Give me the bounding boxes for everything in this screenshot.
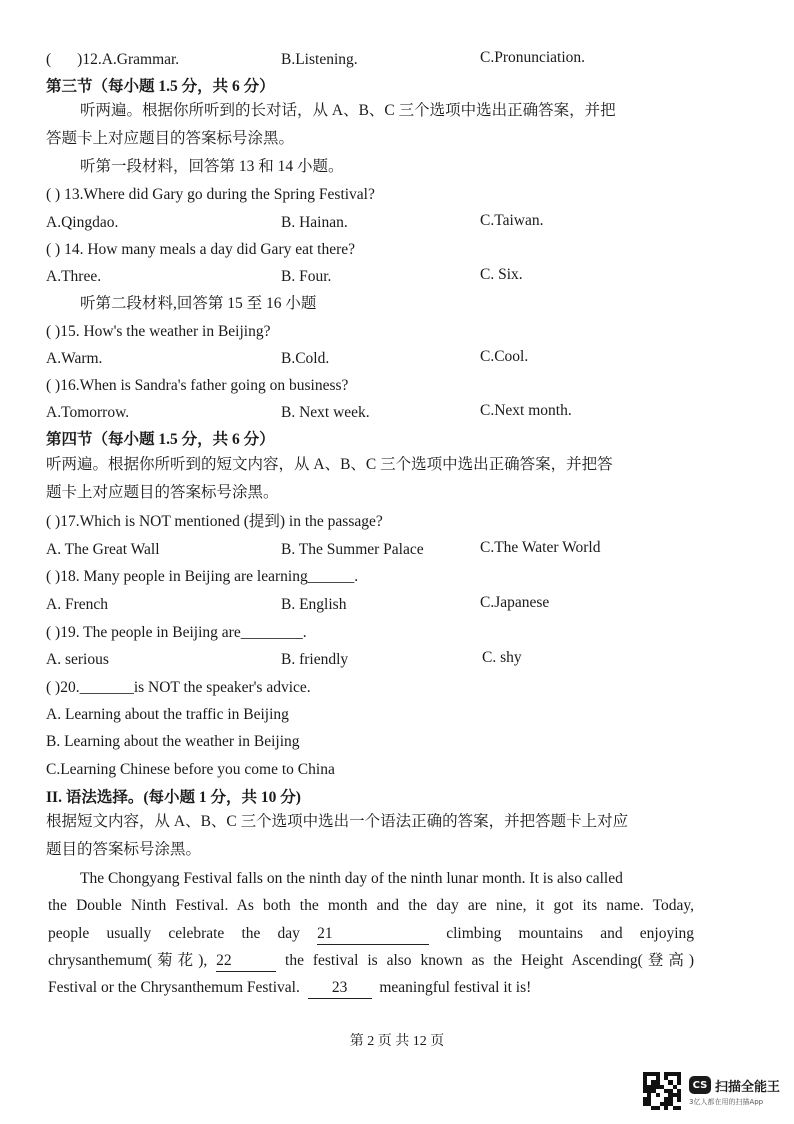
q15-option-b: B.Cold. [281, 350, 330, 367]
scanner-watermark [643, 1072, 780, 1110]
q15-option-a: A.Warm. [46, 350, 103, 367]
material-2-note: 听第二段材料,回答第 15 至 16 小题 [80, 295, 317, 312]
q18-option-c: C.Japanese [480, 594, 550, 611]
q14-option-b: B. Four. [281, 268, 332, 285]
q14-option-c: C. Six. [480, 266, 523, 283]
q18-stem: ( )18. Many people in Beijing are learning______. [46, 568, 359, 585]
q15-stem: ( )15. How's the weather in Beijing? [46, 323, 271, 340]
q19-option-a: A. serious [46, 651, 109, 668]
q15-option-c: C.Cool. [480, 348, 529, 365]
q12-stem: ( )12.A.Grammar. [46, 51, 180, 68]
section4-instruction-2: 题卡上对应题目的答案标号涂黑。 [46, 484, 279, 501]
section4-instruction-1: 听两遍。根据你所听到的短文内容，从 A、B、C 三个选项中选出正确答案，并把答 [46, 456, 613, 473]
blank-23: 23 [308, 978, 372, 999]
q16-option-b: B. Next week. [281, 404, 370, 421]
q16-stem: ( )16.When is Sandra's father going on business? [46, 377, 349, 394]
q19-option-c: C. shy [482, 649, 522, 666]
q17-option-a: A. The Great Wall [46, 541, 160, 558]
passage-line-4: chrysanthemum(菊花), 22 the festival is also known as the Height Ascending(登高) [48, 951, 694, 972]
camscanner-logo: CS [689, 1076, 711, 1094]
q16-option-c: C.Next month. [480, 402, 572, 419]
blank-22: 22 [216, 951, 276, 972]
q13-option-b: B. Hainan. [281, 214, 348, 231]
q13-option-a: A.Qingdao. [46, 214, 119, 231]
q12-option-c: C.Pronunciation. [480, 49, 586, 66]
passage-line-2: the Double Ninth Festival. As both the month and the day are nine, it got its name. Today, [48, 897, 694, 914]
q17-stem: ( )17.Which is NOT mentioned (提到) in the passage? [46, 513, 383, 530]
q18-option-b: B. English [281, 596, 347, 613]
part2-title: II. 语法选择。(每小题 1 分，共 10 分) [46, 789, 301, 806]
part2-instruction-2: 题目的答案标号涂黑。 [46, 841, 202, 858]
section3-instruction-1: 听两遍。根据你所听到的长对话，从 A、B、C 三个选项中选出正确答案，并把 [80, 102, 616, 119]
material-1-note: 听第一段材料，回答第 13 和 14 小题。 [80, 158, 344, 175]
q14-option-a: A.Three. [46, 268, 102, 285]
q20-stem: ( )20._______is NOT the speaker's advice. [46, 679, 311, 696]
passage-line-3: people usually celebrate the day 21 climbing mountains and enjoying [48, 924, 694, 945]
section3-title: 第三节（每小题 1.5 分，共 6 分） [46, 78, 275, 95]
q20-option-a: A. Learning about the traffic in Beijing [46, 706, 289, 723]
brand-name: 扫描全能王 [714, 1079, 780, 1095]
q13-stem: ( ) 13.Where did Gary go during the Spring Festival? [46, 186, 375, 203]
q19-stem: ( )19. The people in Beijing are________. [46, 624, 307, 641]
part2-instruction-1: 根据短文内容，从 A、B、C 三个选项中选出一个语法正确的答案，并把答题卡上对应 [46, 813, 629, 830]
section3-instruction-2: 答题卡上对应题目的答案标号涂黑。 [46, 130, 295, 147]
q12-option-b: B.Listening. [281, 51, 358, 68]
q16-option-a: A.Tomorrow. [46, 404, 130, 421]
passage-line-1: The Chongyang Festival falls on the ninth day of the ninth lunar month. It is also called [80, 870, 623, 887]
section4-title: 第四节（每小题 1.5 分，共 6 分） [46, 431, 275, 448]
q13-option-c: C.Taiwan. [480, 212, 544, 229]
q14-stem: ( ) 14. How many meals a day did Gary eat there? [46, 241, 356, 258]
brand-tagline: 3亿人都在用的扫描App [688, 1097, 764, 1106]
page-number: 第 2 页 共 12 页 [349, 1034, 445, 1049]
q18-option-a: A. French [46, 596, 108, 613]
q17-option-c: C.The Water World [480, 539, 601, 556]
q19-option-b: B. friendly [281, 651, 349, 668]
blank-21: 21 [317, 924, 429, 945]
passage-line-5: Festival or the Chrysanthemum Festival. 23 meaningful festival it is! [48, 978, 531, 999]
q20-option-b: B. Learning about the weather in Beijing [46, 733, 300, 750]
qr-code-icon [643, 1072, 681, 1110]
q20-option-c: C.Learning Chinese before you come to China [46, 761, 335, 778]
q17-option-b: B. The Summer Palace [281, 541, 424, 558]
